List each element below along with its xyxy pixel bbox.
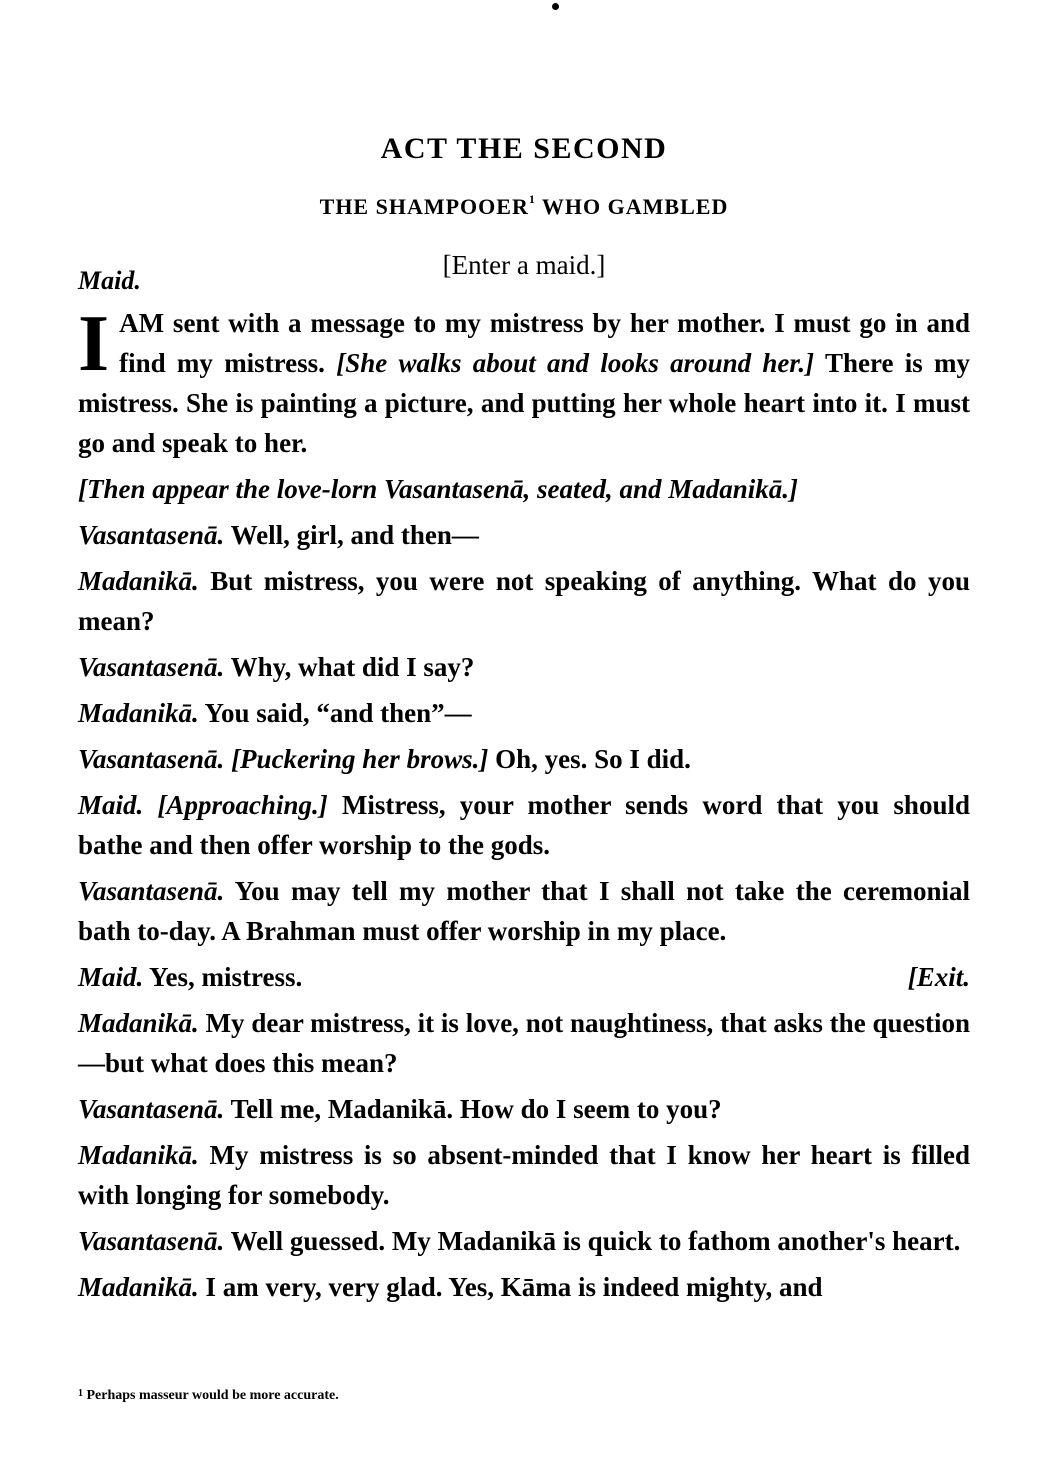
dialogue-line bbox=[78, 647, 970, 687]
enter-stage-direction: [Enter a maid.] bbox=[442, 250, 606, 280]
stage-direction: [Approaching.] bbox=[143, 790, 328, 820]
stage-direction: [Puckering her brows.] bbox=[224, 744, 489, 774]
dialogue-line bbox=[78, 1135, 970, 1215]
page-mark bbox=[552, 3, 559, 10]
drop-cap: I bbox=[78, 300, 110, 388]
speech-text: Mistress, your mother sends word that you should bathe and then offer worship to the gods. bbox=[78, 790, 970, 860]
dialogue-body bbox=[78, 300, 970, 1313]
speaker-name: Vasantasenā. bbox=[78, 876, 225, 906]
speaker-name: Madanikā. bbox=[78, 566, 199, 596]
footnote bbox=[78, 1388, 339, 1404]
speech-text: Yes, mistress. bbox=[143, 962, 303, 992]
speech-text: You said, “and then”— bbox=[198, 698, 472, 728]
speaker-name: Maid. bbox=[78, 790, 144, 820]
speech-text: Tell me, Madanikā. How do I seem to you? bbox=[224, 1094, 722, 1124]
speaker-name: Vasantasenā. bbox=[78, 1094, 225, 1124]
speech-text: My mistress is so absent-minded that I know her heart is filled with longing for somebody. bbox=[78, 1140, 970, 1210]
speaker-name: Madanikā. bbox=[78, 1140, 199, 1170]
subtitle-text-after: WHO GAMBLED bbox=[535, 194, 729, 219]
speech-text: Oh, yes. So I did. bbox=[488, 744, 691, 774]
speech-text: But mistress, you were not speaking of anything. What do you mean? bbox=[78, 566, 970, 636]
speaker-name: Vasantasenā. bbox=[78, 1226, 225, 1256]
speaker-name: Madanikā. bbox=[78, 698, 199, 728]
speech-text: There is my mistress. She is painting a picture, and putting her whole heart into it. I must go and speak to her. bbox=[78, 348, 970, 458]
speech-text: My dear mistress, it is love, not naughtiness, that asks the question—but what does this mean? bbox=[78, 1008, 970, 1078]
dialogue-line bbox=[78, 739, 970, 779]
exit-stage-direction: [Exit. bbox=[907, 962, 970, 992]
speaker-name: Madanikā. bbox=[78, 1272, 199, 1302]
dialogue-line bbox=[78, 515, 970, 555]
speaker-name: Madanikā. bbox=[78, 1008, 199, 1038]
speaker-name: Vasantasenā. bbox=[78, 744, 225, 774]
stage-direction: [She walks about and looks around her.] bbox=[336, 348, 815, 378]
dialogue-line bbox=[78, 1267, 970, 1307]
speaker-name: Vasantasenā. bbox=[78, 652, 225, 682]
dialogue-line bbox=[78, 1089, 970, 1129]
dialogue-line bbox=[78, 785, 970, 865]
dialogue-line bbox=[78, 561, 970, 641]
act-subtitle bbox=[78, 194, 970, 220]
dialogue-line bbox=[78, 693, 970, 733]
speech-text: AM sent with a message to my mistress by her mother. I must go in and find my mistress. bbox=[119, 308, 970, 378]
speaker-name: Maid. bbox=[78, 962, 144, 992]
entry-line bbox=[78, 248, 970, 295]
footnote-number: 1 bbox=[78, 1388, 83, 1399]
speaker-name: Vasantasenā. bbox=[78, 520, 225, 550]
stage-direction-paragraph: [Then appear the love-lorn Vasantasenā, seated, and Madanikā.] bbox=[78, 474, 799, 504]
footnote-reference: 1 bbox=[528, 192, 536, 206]
dialogue-line bbox=[78, 1003, 970, 1083]
speech-text: Why, what did I say? bbox=[224, 652, 475, 682]
book-page bbox=[78, 0, 970, 1461]
dialogue-line bbox=[78, 957, 970, 997]
dialogue-line bbox=[78, 871, 970, 951]
act-title: ACT THE SECOND bbox=[380, 132, 668, 165]
speech-text: Well guessed. My Madanikā is quick to fathom another's heart. bbox=[224, 1226, 961, 1256]
first-speaker: Maid. bbox=[78, 266, 141, 295]
opening-paragraph bbox=[78, 300, 970, 463]
speech-text: You may tell my mother that I shall not take the ceremonial bath to-day. A Brahman must offer worship in my place. bbox=[78, 876, 970, 946]
dialogue-line bbox=[78, 1221, 970, 1261]
footnote-text: Perhaps masseur would be more accurate. bbox=[83, 1388, 339, 1403]
speech-text: Well, girl, and then— bbox=[224, 520, 479, 550]
subtitle-text-before: THE SHAMPOOER bbox=[319, 194, 529, 219]
speech-text: I am very, very glad. Yes, Kāma is indeed mighty, and bbox=[198, 1272, 823, 1302]
